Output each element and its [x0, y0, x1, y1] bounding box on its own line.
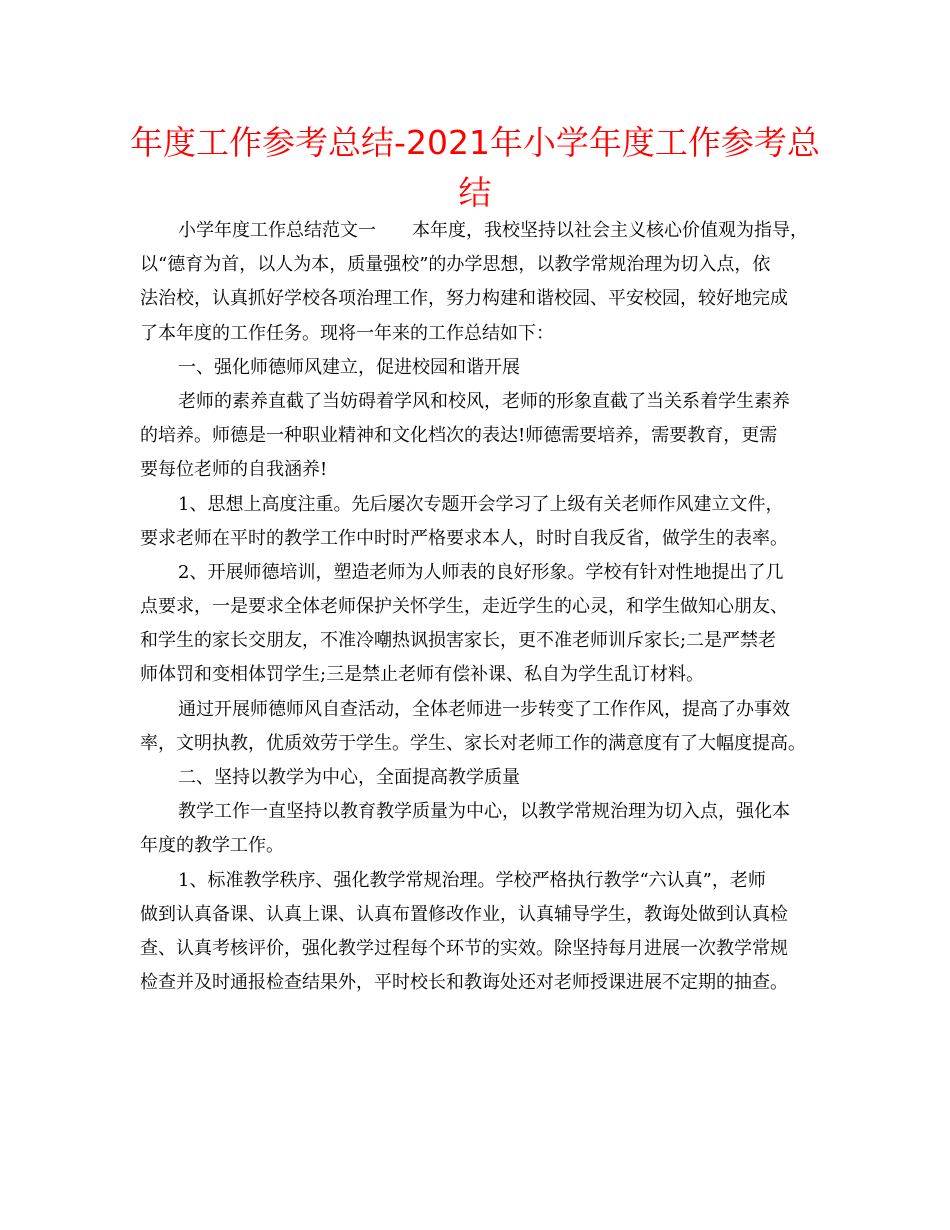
text-line: 法治校，认真抓好学校各项治理工作，努力构建和谐校园、平安校园，较好地完成: [140, 288, 788, 310]
text-line: 和学生的家长交朋友，不准冷嘲热讽损害家长，更不准老师训斥家长;二是严禁老: [140, 630, 777, 652]
text-line: 二、坚持以教学为中心，全面提高教学质量: [178, 767, 520, 788]
document-body: [140, 214, 830, 1000]
text-line: 1、思想上高度注重。先后屡次专题开会学习了上级有关老师作风建立文件，: [178, 493, 784, 515]
text-line: 要每位老师的自我涵养!: [140, 459, 328, 481]
text-line: 查、认真考核评价，强化教学过程每个环节的实效。除坚持每月进展一次教学常规: [140, 937, 788, 959]
text-line: 师体罚和变相体罚学生;三是禁止老师有偿补课、私自为学生乱订材料。: [140, 664, 705, 686]
text-line: 小学年度工作总结范文一 本年度，我校坚持以社会主义核心价值观为指导，: [178, 220, 808, 241]
text-line: 率，文明执教，优质效劳于学生。学生、家长对老师工作的满意度有了大幅度提高。: [140, 732, 806, 754]
title-line-2: 结: [458, 173, 492, 212]
text-line: 年度的教学工作。: [140, 835, 284, 857]
text-line: 检查并及时通报检查结果外，平时校长和教诲处还对老师授课进展不定期的抽查。: [140, 972, 788, 994]
text-line: 以“德育为首，以人为本，质量强校”的办学思想，以教学常规治理为切入点，依: [140, 254, 771, 276]
text-line: 一、强化师德师风建立，促进校园和谐开展: [178, 356, 520, 378]
text-line: 要求老师在平时的教学工作中时时严格要求本人，时时自我反省，做学生的表率。: [140, 527, 788, 549]
text-line: 教学工作一直坚持以教育教学质量为中心，以教学常规治理为切入点，强化本: [178, 801, 790, 823]
text-line: 通过开展师德师风自查活动，全体老师进一步转变了工作作风，提高了办事效: [178, 698, 790, 720]
text-line: 的培养。师德是一种职业精神和文化档次的表达!师德需要培养，需要教育，更需: [140, 425, 778, 447]
text-line: 1、标准教学秩序、强化教学常规治理。学校严格执行教学“六认真”，老师: [178, 869, 766, 891]
text-line: 做到认真备课、认真上课、认真布置修改作业，认真辅导学生，教诲处做到认真检: [140, 903, 788, 925]
document-title: [110, 118, 840, 218]
title-line-1: 年度工作参考总结-2021年小学年度工作参考总: [130, 123, 820, 162]
text-line: 了本年度的工作任务。现将一年来的工作总结如下：: [140, 322, 554, 344]
text-line: 点要求，一是要求全体老师保护关怀学生，走近学生的心灵，和学生做知心朋友、: [140, 596, 788, 618]
text-line: 老师的素养直截了当妨碍着学风和校风，老师的形象直截了当关系着学生素养: [178, 390, 790, 412]
text-line: 2、开展师德培训，塑造老师为人师表的良好形象。学校有针对性地提出了几: [178, 561, 784, 583]
